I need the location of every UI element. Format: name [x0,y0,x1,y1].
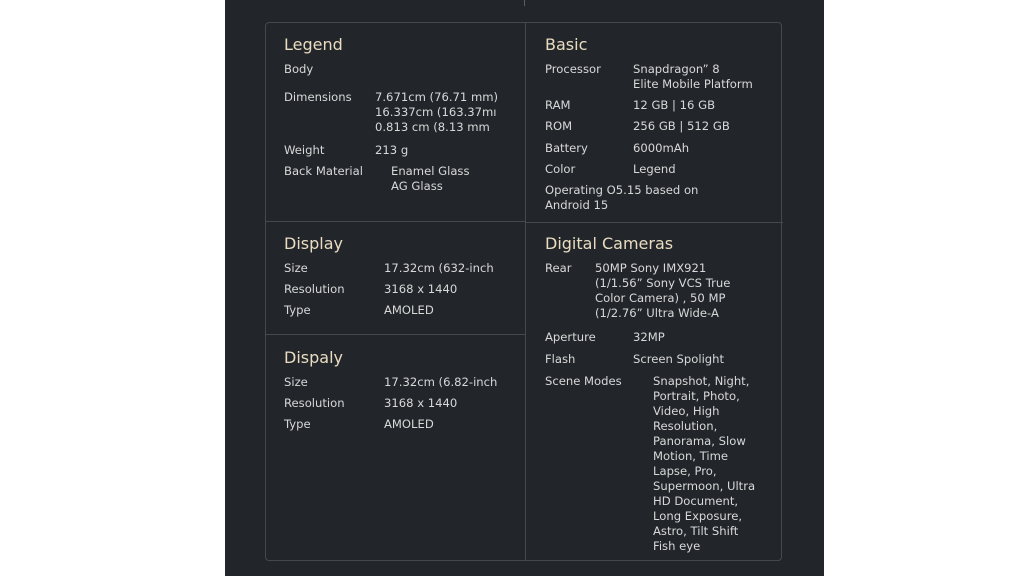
scene-modes-line: Lapse, Pro, [653,464,717,478]
body-label: Body [284,62,314,76]
row-divider-left-2 [266,334,525,335]
battery-value: 6000mAh [633,141,690,155]
rear-line: 50MP Sony IMX921 [595,261,707,275]
scene-modes-label: Scene Modes [545,374,622,388]
rear-line: (1/1.56” Sony VCS True [595,276,731,290]
ram-label: RAM [545,98,571,112]
size-label: Size [284,261,308,275]
processor-label: Processor [545,62,601,76]
resolution-value: 3168 x 1440 [384,396,458,410]
color-value: Legend [633,162,676,176]
size-value: 17.32cm (632-inch [384,261,494,275]
dimensions-line: 0.813 cm (8.13 mm [375,120,490,134]
back-material-line: AG Glass [391,179,443,193]
scene-modes-line: Fish eye [653,539,701,553]
ram-value: 12 GB | 16 GB [633,98,716,112]
size-value: 17.32cm (6.82-inch [384,375,498,389]
display-heading: Display [284,234,343,253]
type-value: AMOLED [384,417,434,431]
aperture-value: 32MP [633,330,665,344]
basic-heading: Basic [545,35,588,54]
scene-modes-line: Astro, Tilt Shift [653,524,739,538]
processor-line: Snapdragon” 8 [633,62,720,76]
battery-label: Battery [545,141,588,155]
operating-system-line: Android 15 [545,198,609,212]
rom-value: 256 GB | 512 GB [633,119,730,133]
rear-line: (1/2.76” Ultra Wide-A [595,306,719,320]
scene-modes-line: Long Exposure, [653,509,743,523]
type-label: Type [284,417,311,431]
rom-label: ROM [545,119,573,133]
scene-modes-line: Portrait, Photo, [653,389,740,403]
resolution-label: Resolution [284,396,345,410]
scene-modes-line: Resolution, [653,419,718,433]
dimensions-line: 16.337cm (163.37mı [375,105,497,119]
rear-line: Color Camera) , 50 MP [595,291,726,305]
row-divider-left-1 [266,221,525,222]
legend-heading: Legend [284,35,343,54]
operating-system-line: Operating O5.15 based on [545,183,699,197]
row-divider-right [525,222,783,223]
column-divider [525,23,526,560]
resolution-label: Resolution [284,282,345,296]
dispaly-heading: Dispaly [284,348,343,367]
weight-value: 213 g [375,143,409,157]
dimensions-label: Dimensions [284,90,352,104]
scene-modes-line: Motion, Time [653,449,729,463]
top-divider-tick [524,0,525,6]
digital-cameras-heading: Digital Cameras [545,234,674,253]
type-value: AMOLED [384,303,434,317]
scene-modes-line: Panorama, Slow [653,434,746,448]
scene-modes-line: HD Document, [653,494,739,508]
resolution-value: 3168 x 1440 [384,282,458,296]
size-label: Size [284,375,308,389]
spec-panel [225,0,824,576]
scene-modes-line: Video, High [653,404,720,418]
flash-label: Flash [545,352,576,366]
weight-label: Weight [284,143,325,157]
processor-line: Elite Mobile Platform [633,77,753,91]
flash-value: Screen Spolight [633,352,725,366]
back-material-label: Back Material [284,164,363,178]
spec-card [265,22,782,561]
back-material-line: Enamel Glass [391,164,470,178]
dimensions-line: 7.671cm (76.71 mm) [375,90,499,104]
scene-modes-line: Supermoon, Ultra [653,479,756,493]
rear-label: Rear [545,261,572,275]
color-label: Color [545,162,576,176]
type-label: Type [284,303,311,317]
scene-modes-line: Snapshot, Night, [653,374,750,388]
aperture-label: Aperture [545,330,596,344]
